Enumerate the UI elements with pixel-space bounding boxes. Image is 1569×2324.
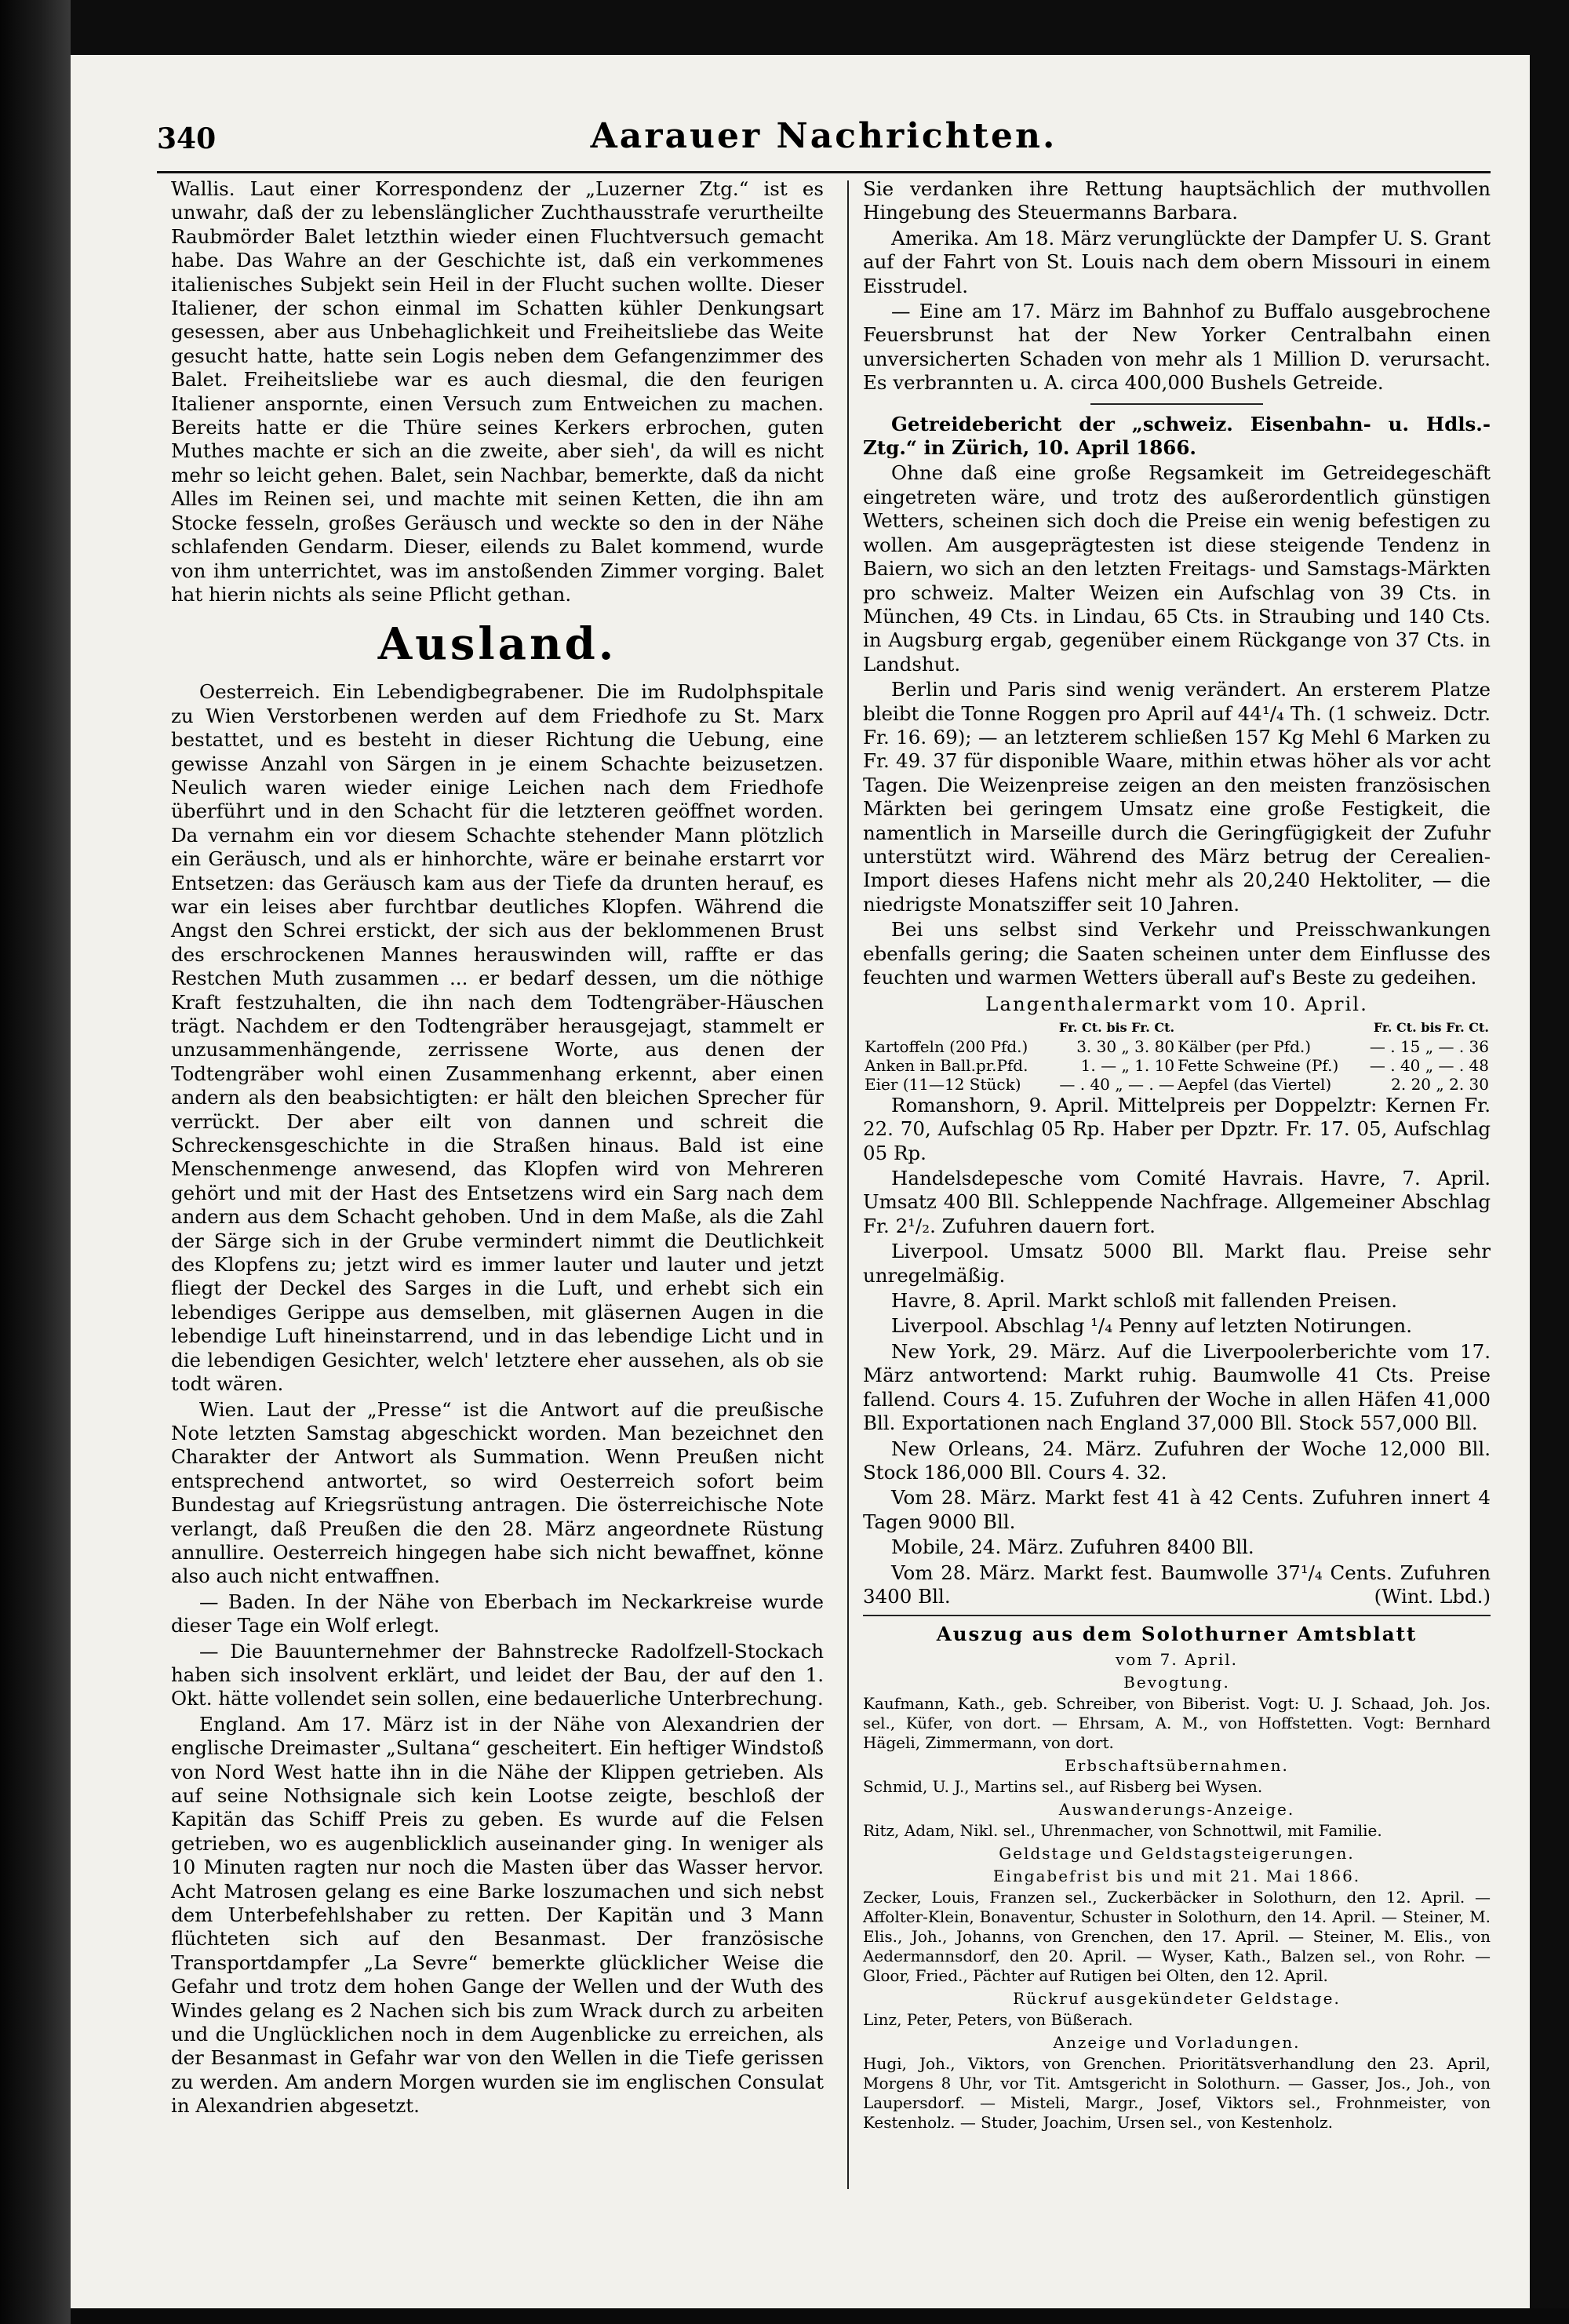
market-header-2: Fr. Ct. bis Fr. Ct.: [1373, 1019, 1489, 1035]
vom-28-maerz-1: Vom 28. März. Markt fest 41 à 42 Cents. Zufuhren innert 4 Tagen 9000 Bll.: [863, 1486, 1491, 1533]
amtsblatt-title: Auszug aus dem Solothurner Amtsblatt: [936, 1623, 1418, 1646]
column-divider: [847, 180, 849, 2189]
romanshorn-report: Romanshorn, 9. April. Mittelpreis per Doppelztr: Kernen Fr. 22. 70, Aufschlag 05 Rp. Haber per Dpztr. Fr. 17. 05, Aufschlag 05 Rp.: [863, 1093, 1491, 1164]
text-erbschaft: Schmid, U. J., Martins sel., auf Risberg bei Wysen.: [863, 1776, 1263, 1796]
article-bahnstrecke: — Die Bauunternehmer der Bahnstrecke Radolfzell-Stockach haben sich insolvent erklärt, und leidet der Bau, der auf den 1. Okt. hätte vollendet sein sollen, eine bedauerliche Unterbrechung.: [171, 1639, 824, 1710]
text-geldstage: Zecker, Louis, Franzen sel., Zuckerbäcker in Solothurn, den 12. April. — Affolter-Klein, Bonaventur, Schuster in Solothurn, den 14. April. — Steiner, M. Elis., Joh., Johanns, von Grenchen, den 17. April. — Steiner, M. Elis., von Aedermannsdorf, den 20. April. — Wyser, Kath., Balzen sel., von Rohr. — Gloor, Fried., Pächter auf Rutigen bei Olten, den 12. April.: [863, 1887, 1491, 1985]
scan-border-bottom: [71, 2308, 1569, 2324]
market-cell: — . 40 „ — . 48: [1369, 1055, 1489, 1075]
market-cell: Aepfel (das Viertel): [1178, 1074, 1332, 1094]
vom-28-maerz-2: [863, 1561, 1491, 1609]
market-cell: — . 15 „ — . 36: [1369, 1036, 1489, 1056]
article-wien: Wien. Laut der „Presse“ ist die Antwort auf die preußische Note letzten Samstag abgeschickt worden. Man bezeichnet den Charakter der Antwort als Summation. Wenn Preußen nicht entsprechend antwortet, so wird Oesterreich sofort beim Bundestag auf Kriegsrüstung antragen. Die österreichische Note verlangt, daß Preußen die den 28. März angeordnete Rüstung annullire. Oesterreich hingegen habe sich nicht bewaffnet, könne also auch nicht entwaffnen.: [171, 1397, 824, 1588]
new-york-report: New York, 29. März. Auf die Liverpoolerberichte vom 17. März antwortend: Markt ruhig. Baumwolle 41 Cts. Preise fallend. Cours 4. 15. Zufuhren der Woche in allen Häfen 41,000 Bll. Exportationen nach England 37,000 Bll. Stock 557,000 Bll.: [863, 1339, 1491, 1435]
section-heading-ausland: Ausland.: [377, 618, 617, 671]
grain-report-p2: Berlin und Paris sind wenig verändert. An ersterem Platze bleibt die Tonne Roggen pro April auf 44¹/₄ Th. (1 schweiz. Dctr. Fr. 16. 69); — an letzterem schließen 157 Kg Mehl 6 Marken zu Fr. 49. 37 für disponible Waare, mithin etwas höher als vor acht Tagen. Die Weizenpreise zeigen an den meisten französischen Märkten bei geringem Umsatz eine große Festigkeit, die namentlich in Marseille durch die Geringfügigkeit der Zufuhr unterstützt wird. Während des März betrug der Cerealien-Import dieses Hafens nicht mehr als 20,240 Hektoliter, — die niedrigste Monatsziffer seit 10 Jahren.: [863, 678, 1491, 916]
market-cell: — . 40 „ — . —: [1059, 1074, 1175, 1094]
text-auswanderung: Ritz, Adam, Nikl. sel., Uhrenmacher, von Schnottwil, mit Familie.: [863, 1820, 1382, 1840]
page-number: 340: [157, 122, 217, 155]
grain-report-title: Getreidebericht der „schweiz. Eisenbahn- u. Hdls.-Ztg.“ in Zürich, 10. April 1866.: [863, 412, 1491, 460]
market-cell: Anken in Ball.pr.Pfd.: [865, 1055, 1028, 1075]
heading-anzeigen: Anzeige und Vorladungen.: [1053, 2032, 1301, 2052]
article-england-cont: Sie verdanken ihre Rettung hauptsächlich der muthvollen Hingebung des Steuermanns Barbara.: [863, 177, 1491, 224]
market-cell: Fette Schweine (Pf.): [1178, 1055, 1339, 1075]
market-cell: Kälber (per Pfd.): [1178, 1036, 1312, 1056]
text-bevogtung: Kaufmann, Kath., geb. Schreiber, von Biberist. Vogt: U. J. Schaad, Joh. Jos. sel., Küfer, von dort. — Ehrsam, A. M., von Hoffstetten. Vogt: Bernhard Hägeli, Zimmermann, von dort.: [863, 1693, 1491, 1752]
article-wallis: Wallis. Laut einer Korrespondenz der „Luzerner Ztg.“ ist es unwahr, daß der zu lebenslänglicher Zuchthausstrafe verurtheilte Raubmörder Balet letzthin wieder einen Fluchtversuch gemacht habe. Das Wahre an der Geschichte ist, daß ein verkommenes italienisches Subjekt sein Heil in der Flucht suchen wollte. Dieser Italiener, der schon einmal im Schatten kühler Denkungsart gesessen, aber aus Unbehaglichkeit und Freiheitsliebe das Weite gesucht hatte, hatte sein Logis neben dem Gefangenzimmer des Balet. Freiheitsliebe war es auch diesmal, die den feurigen Italiener anspornte, einen Versuch zum Entweichen zu machen. Bereits hatte er die Thüre seines Kerkers erbrochen, guten Muthes machte er sich an die zweite, aber sieh', da will es nicht mehr so leicht gehen. Balet, sein Nachbar, bemerkte, daß da nicht Alles im Reinen sei, und machte mit seinen Ketten, die ihn am Stocke fesseln, großes Geräusch und weckte so den in der Nähe schlafenden Gendarm. Dieser, eilends zu Balet kommend, wurde von ihm unterrichtet, was im anstoßenden Zimmer vorging. Balet hat hierin nichts als seine Pflicht gethan.: [171, 177, 824, 606]
grain-report-p3: Bei uns selbst sind Verkehr und Preisschwankungen ebenfalls gering; die Saaten scheinen unter dem Einflusse des feuchten und warmen Wetters überall auf's Beste zu gedeihen.: [863, 918, 1491, 989]
right-column: [863, 177, 1491, 2134]
text-rueckruf: Linz, Peter, Peters, von Büßerach.: [863, 2009, 1134, 2029]
market-cell: Eier (11—12 Stück): [865, 1074, 1021, 1094]
article-baden: — Baden. In der Nähe von Eberbach im Neckarkreise wurde dieser Tage ein Wolf erlegt.: [171, 1590, 824, 1637]
vom-28-maerz-2-text: Vom 28. März. Markt fest. Baumwolle 37¹/₄ Cents. Zufuhren 3400 Bll.: [863, 1561, 1491, 1608]
article-buffalo: — Eine am 17. März im Bahnhof zu Buffalo ausgebrochene Feuersbrunst hat der New Yorker Centralbahn einen unversicherten Schaden von mehr als 1 Million D. verursacht. Es verbrannten u. A. circa 400,000 Bushels Getreide.: [863, 300, 1491, 395]
market-table: [863, 1018, 1491, 1094]
grain-report-p1: Ohne daß eine große Regsamkeit im Getreidegeschäft eingetreten wäre, und trotz des außerordentlich günstigen Wetters, scheinen sich doch die Preise ein wenig befestigen zu wollen. Am ausgeprägtesten ist diese steigende Tendenz in Baiern, wo sich an den letzten Freitags- und Samstags-Märkten pro schweiz. Malter Weizen ein Aufschlag von 39 Cts. in München, 49 Cts. in Lindau, 65 Cts. in Straubing und 140 Cts. in Augsburg ergab, gegenüber einem Rückgange von 37 Cts. in Landshut.: [863, 461, 1491, 676]
new-orleans-report: New Orleans, 24. März. Zufuhren der Woche 12,000 Bll. Stock 186,000 Bll. Cours 4. 32.: [863, 1437, 1491, 1484]
market-cell: 3. 30 „ 3. 80: [1076, 1036, 1175, 1056]
scan-border-left: [0, 0, 71, 2324]
page-header: [157, 116, 1491, 163]
left-column: [171, 177, 824, 2120]
liverpool-1: Liverpool. Umsatz 5000 Bll. Markt flau. Preise sehr unregelmäßig.: [863, 1240, 1491, 1287]
amtsblatt-date: vom 7. April.: [1115, 1649, 1239, 1669]
header-rule: [157, 171, 1491, 173]
article-england: England. Am 17. März ist in der Nähe von Alexandrien der englische Dreimaster „Sultana“ gescheitert. Ein heftiger Windstoß von Nord West hatte ihn in die Nähe der Klippen getrieben. Als auf seine Nothsignale sich kein Lootse zeigte, beschloß der Kapitän das Schiff Preis zu geben. Es wurde auf die Felsen getrieben, wo es augenblicklich auseinander ging. In weniger als 10 Minuten ragten nur noch die Masten über das Wasser hervor. Acht Matrosen gelang es eine Barke loszumachen und sich nebst dem Unterbefehlshaber zu retten. Der Kapitän und 3 Mann flüchteten sich auf den Besanmast. Der französische Transportdampfer „La Sevre“ bemerkte glücklicher Weise die Gefahr und trotz dem hohen Gange der Wellen und der Wuth des Windes gelang es 2 Nachen sich bis zum Wrack durch zu arbeiten und die Unglücklichen noch in dem Augenblicke zu erreichen, als der Besanmast in Gefahr war von den Wellen in die Tiefe gerissen zu werden. Am andern Morgen wurden sie im englischen Consulat in Alexandrien abgesetzt.: [171, 1712, 824, 2118]
market-title: Langenthalermarkt vom 10. April.: [985, 993, 1368, 1016]
divider: [1090, 403, 1263, 405]
heading-rueckruf: Rückruf ausgekündeter Geldstage.: [1013, 1988, 1341, 2008]
table-row: [863, 1056, 1491, 1075]
havre-report: Havre, 8. April. Markt schloß mit fallenden Preisen.: [891, 1289, 1398, 1313]
market-cell: Kartoffeln (200 Pfd.): [865, 1036, 1028, 1056]
market-header: Fr. Ct. bis Fr. Ct.: [1058, 1019, 1175, 1035]
mobile-report: Mobile, 24. März. Zufuhren 8400 Bll.: [891, 1535, 1254, 1559]
text-eingabefrist: Eingabefrist bis und mit 21. Mai 1866.: [992, 1866, 1361, 1885]
article-amerika: Amerika. Am 18. März verunglückte der Dampfer U. S. Grant auf der Fahrt von St. Louis nach dem obern Missouri in einem Eisstrudel.: [863, 226, 1491, 297]
table-row: [863, 1037, 1491, 1056]
heading-erbschaft: Erbschaftsübernahmen.: [1065, 1755, 1289, 1775]
heading-auswanderung: Auswanderungs-Anzeige.: [1058, 1799, 1295, 1819]
divider: [863, 1615, 1491, 1616]
heading-bevogtung: Bevogtung.: [1123, 1672, 1230, 1692]
table-row: [863, 1075, 1491, 1094]
heading-geldstage: Geldstage und Geldstagsteigerungen.: [999, 1843, 1355, 1863]
source-note: (Wint. Lbd.): [1374, 1584, 1491, 1608]
liverpool-2: Liverpool. Abschlag ¹/₄ Penny auf letzten Notirungen.: [891, 1314, 1413, 1338]
handelsdepesche: Handelsdepesche vom Comité Havrais. Havre, 7. April. Umsatz 400 Bll. Schleppende Nachfrage. Allgemeiner Abschlag Fr. 2¹/₂. Zufuhren dauern fort.: [863, 1167, 1491, 1237]
article-oesterreich: Oesterreich. Ein Lebendigbegrabener. Die im Rudolphspitale zu Wien Verstorbenen werden auf dem Friedhofe zu St. Marx bestattet, und es besteht in dieser Richtung die Uebung, eine gewisse Anzahl von Särgen in je einem Schachte beizusetzen. Neulich waren wieder einige Leichen nach dem Friedhofe überführt und in den Schacht für die letzteren geöffnet worden. Da vernahm ein vor diesem Schachte stehender Mann plötzlich ein Geräusch, und als er hinhorchte, wäre er beinahe erstarrt vor Entsetzen: das Geräusch kam aus der Tiefe da drunten herauf, es war ein leises aber furchtbar deutliches Klopfen. Während die Angst den Schrei erstickt, der sich aus der beklommenen Brust des erschrockenen Mannes herauswinden will, raffte er das Restchen Muth zusammen ... er bedarf dessen, um die nöthige Kraft festzuhalten, die ihn nach dem Todtengräber-Häuschen trägt. Nachdem er den Todtengräber herausgejagt, stammelt er unzusammenhängende, zerrissene Worte, aus denen der Todtengräber wohl einen Zusammenhang erkennt, aber einen andern als den beabsichtigten: er hält den bleichen Sprecher für verrückt. Der aber eilt von dannen und schreit die Schreckensgeschichte in die Straßen hinaus. Bald ist eine Menschenmenge anwesend, das Klopfen wird von Mehreren gehört und mit der Hast des Entsetzens wird ein Sarg nach dem andern aus dem Schacht gehoben. Und in dem Maße, als die Zahl der Särge sich in der Grube vermindert nimmt die Deutlichkeit des Klopfens zu; jetzt wird es immer lauter und lauter und jetzt fliegt der Deckel des Sarges in die Luft, und erhebt sich ein lebendiges Gerippe aus demselben, mit gläsernen Augen in die lebendige Luft hineinstarrend, und in das lebendige Licht und in die lebendigen Gesichter, welch' letztere eher aussehen, als ob sie todt wären.: [171, 680, 824, 1396]
market-cell: 2. 20 „ 2. 30: [1391, 1074, 1489, 1094]
text-anzeigen: Hugi, Joh., Viktors, von Grenchen. Prioritätsverhandlung den 23. April, Morgens 8 Uhr, vor Tit. Amtsgericht in Solothurn. — Gasser, Jos., Joh., von Laupersdorf. — Misteli, Margr., Josef, Viktors sel., Frohnmeister, von Kestenholz. — Studer, Joachim, Ursen sel., von Kestenholz.: [863, 2053, 1491, 2132]
masthead-title: Aarauer Nachrichten.: [590, 116, 1058, 156]
market-cell: 1. — „ 1. 10: [1080, 1055, 1175, 1075]
